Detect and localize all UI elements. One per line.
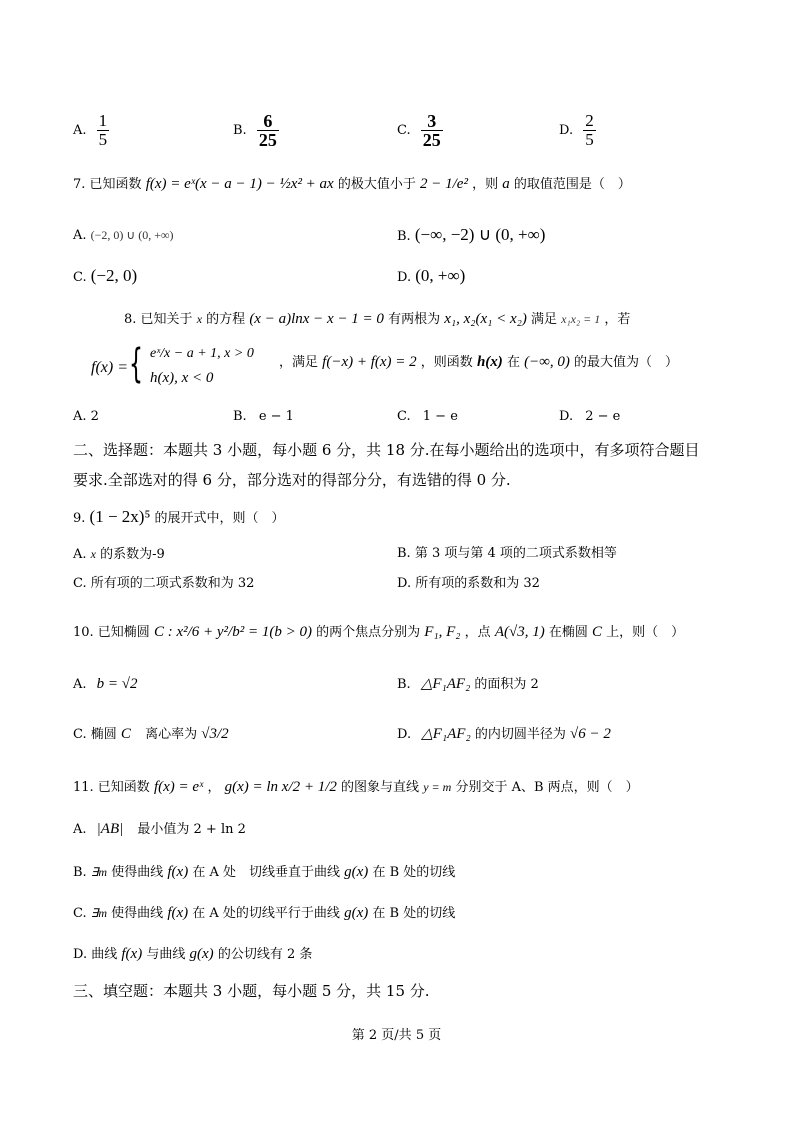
text: 7. 已知函数: [73, 177, 142, 192]
exists-m: ∃m: [90, 906, 108, 920]
option-text: 在 A 处的切线平行于曲线: [192, 906, 340, 921]
text: 的方程: [206, 312, 246, 327]
option-text: 所有项的二项式系数和为 32: [90, 576, 255, 591]
option-label: C.: [73, 906, 87, 921]
option-label: A.: [73, 228, 87, 243]
denominator: 5: [585, 130, 594, 149]
q6-option-b: [233, 112, 279, 149]
variable: C: [592, 624, 603, 640]
text: 11. 已知函数: [73, 780, 150, 795]
q11-stem-text: [73, 777, 639, 798]
option-label: D.: [559, 123, 574, 138]
section-3-heading: 三、填空题：本题共 3 小题，每小题 5 分，共 15 分.: [73, 982, 430, 1000]
fraction: [421, 112, 443, 149]
triangle: △F₁AF₂: [421, 726, 471, 742]
option-value: 2 − e: [585, 409, 621, 424]
exists-m: ∃m: [90, 865, 108, 879]
text: ，则函数: [420, 355, 473, 370]
option-label: D.: [397, 576, 412, 591]
function-f: f(x): [167, 864, 189, 880]
q8-option-a: [73, 407, 99, 427]
q11-option-b-content: [73, 862, 455, 883]
text: 上，则（ ）: [606, 625, 685, 640]
q7-stem-text: [73, 174, 631, 195]
q6-option-d: [559, 112, 596, 149]
roots: x₁, x₂(x₁ < x₂): [444, 311, 527, 327]
option-text: 曲线: [91, 947, 118, 962]
q9-stem-text: [73, 507, 285, 529]
option-label: D.: [397, 727, 412, 742]
option-text: 的公切线有 2 条: [217, 947, 313, 962]
q7-option-b: [397, 225, 545, 247]
option-label: A.: [73, 123, 87, 138]
option-value: 2: [90, 409, 99, 424]
piecewise-label: f(x) =: [91, 359, 128, 376]
q9-option-a: [73, 544, 165, 565]
function-g: g(x): [344, 905, 369, 921]
option-text: 使得曲线: [111, 865, 164, 880]
expression: (1 − 2x)⁵: [89, 507, 151, 526]
numerator: 2: [585, 111, 594, 130]
option-text: 的面积为 2: [474, 677, 539, 692]
q9-option-c: [73, 574, 254, 594]
option-text: 与曲线: [146, 947, 186, 962]
option-text: 的内切圆半径为: [474, 727, 566, 742]
option-label: D.: [397, 270, 412, 285]
option-label: D.: [73, 947, 88, 962]
q11-option-a-content: [73, 819, 246, 840]
option-label: B.: [397, 677, 411, 692]
interval: (−∞, 0): [524, 354, 570, 370]
function-expression: f(x) = eˣ(x − a − 1) − ½x² + ax: [145, 176, 334, 192]
option-value: √3/2: [201, 726, 229, 742]
q10-option-c: [73, 724, 229, 745]
option-value: (−2, 0): [90, 266, 138, 285]
condition: x₁x₂ = 1: [561, 312, 601, 326]
option-label: B.: [233, 123, 247, 138]
variable: x: [196, 312, 203, 326]
option-label: C.: [73, 576, 87, 591]
text: 的展开式中，则（ ）: [154, 511, 285, 526]
q6-option-a: [73, 112, 109, 149]
segment: |AB|: [96, 821, 124, 837]
text: 的取值范围是（ ）: [513, 177, 631, 192]
option-label: B.: [397, 229, 411, 244]
text: 满足: [530, 312, 557, 327]
q10-option-d: [397, 724, 611, 745]
q7-option-a: [73, 225, 174, 246]
section-2-heading-line2: 要求.全部选对的得 6 分，部分选对的得部分分，有选错的得 0 分.: [73, 471, 511, 489]
condition: f(−x) + f(x) = 2: [322, 354, 417, 370]
q6-options: [0, 102, 793, 150]
option-label: D.: [559, 409, 574, 424]
fraction: [97, 112, 110, 149]
text: 的图象与直线: [341, 780, 420, 795]
denominator: 25: [422, 130, 441, 150]
option-value: 1 − e: [422, 409, 458, 424]
numerator: 3: [427, 111, 437, 131]
fraction: [583, 112, 596, 149]
q8-stem-text: [124, 309, 630, 330]
q7-option-d: [397, 266, 465, 288]
option-value: (0, +∞): [415, 266, 466, 285]
option-label: A.: [73, 547, 87, 562]
option-label: A.: [73, 677, 87, 692]
function-g: g(x) = ln x/2 + 1/2: [224, 779, 337, 795]
equation: (x − a)lnx − x − 1 = 0: [249, 311, 384, 327]
option-text: 所有项的系数和为 32: [415, 576, 540, 591]
q10-stem-text: [73, 622, 684, 643]
q10-option-b: [397, 674, 539, 695]
option-label: B.: [233, 409, 247, 424]
option-label: C.: [73, 270, 87, 285]
option-text: 在 B 处的切线: [372, 906, 456, 921]
option-text: 最小值为 2 + ln 2: [137, 822, 246, 837]
numerator: 1: [98, 111, 108, 130]
ellipse-equation: C : x²/6 + y²/b² = 1(b > 0): [153, 624, 312, 640]
option-value: e − 1: [258, 409, 294, 424]
text: 9.: [73, 511, 86, 526]
option-label: A.: [73, 409, 87, 424]
text: 的两个焦点分别为: [316, 625, 421, 640]
option-text: 在 A 处 切线垂直于曲线: [192, 865, 340, 880]
option-label: B.: [397, 546, 411, 561]
fraction: [257, 112, 279, 149]
function-f: f(x): [121, 946, 143, 962]
option-text: 在 B 处的切线: [372, 865, 456, 880]
option-value: (−2, 0) ∪ (0, +∞): [90, 228, 174, 242]
function: h(x): [476, 354, 503, 370]
option-label: C.: [397, 123, 411, 138]
text: 分别交于 A、B 两点，则（ ）: [455, 780, 639, 795]
text: ，若: [604, 312, 631, 327]
q8-option-d: [559, 407, 620, 427]
option-value: (−∞, −2) ∪ (0, +∞): [414, 225, 546, 244]
text: 在椭圆: [548, 625, 588, 640]
option-label: C.: [73, 727, 87, 742]
text: 的最大值为（ ）: [574, 355, 679, 370]
section-2-heading-line1: 二、选择题：本题共 3 小题，每小题 6 分，共 18 分.在每小题给出的选项中，有多项符合题目: [73, 441, 700, 459]
option-text: 使得曲线: [111, 906, 164, 921]
denominator: 5: [98, 130, 108, 149]
option-text: 第 3 项与第 4 项的二项式系数相等: [414, 546, 617, 561]
text: ，点: [464, 625, 491, 640]
piecewise-case-1: eˣ/x − a + 1, x > 0: [150, 346, 254, 361]
line-equation: y = m: [423, 780, 452, 794]
q11-option-c-content: [73, 903, 455, 924]
function-g: g(x): [189, 946, 214, 962]
q11-option-d-content: [73, 944, 312, 965]
q8-option-b: [233, 407, 294, 427]
text: ，满足: [279, 355, 319, 370]
option-value: b = √2: [96, 676, 138, 692]
function-f: f(x) = eˣ: [153, 779, 204, 795]
numerator: 6: [263, 111, 273, 131]
function-f: f(x): [167, 905, 189, 921]
text: ，: [207, 780, 221, 795]
q9-option-b: [397, 544, 617, 564]
text: ，则: [472, 177, 499, 192]
option-label: B.: [73, 865, 87, 880]
text: 有两根为: [388, 312, 441, 327]
q8-stem-line2: [0, 340, 793, 396]
function-g: g(x): [344, 864, 369, 880]
variable: x: [90, 547, 96, 561]
option-value: √6 − 2: [569, 726, 611, 742]
q8-stem-text-2: [279, 352, 678, 373]
text: 的极大值小于: [337, 177, 416, 192]
page-footer: 第 2 页/共 5 页: [351, 1028, 442, 1043]
option-label: C.: [397, 409, 411, 424]
option-text: 的系数为-9: [100, 547, 165, 562]
variable: a: [502, 176, 510, 192]
q10-option-a: [73, 674, 138, 695]
bound-expression: 2 − 1/e²: [420, 176, 468, 192]
left-brace: {: [129, 341, 143, 387]
point: A(√3, 1): [494, 624, 545, 640]
foci: F₁, F₂: [424, 624, 461, 640]
piecewise-case-2: h(x), x < 0: [150, 370, 214, 386]
option-label: A.: [73, 822, 87, 837]
q8-option-c: [397, 407, 458, 427]
q6-option-c: [397, 112, 443, 149]
text: 10. 已知椭圆: [73, 625, 150, 640]
triangle: △F₁AF₂: [420, 676, 471, 692]
q7-option-c: [73, 266, 137, 288]
denominator: 25: [258, 130, 277, 150]
q9-option-d: [397, 574, 540, 594]
text: 在: [506, 355, 520, 370]
variable: C: [120, 726, 131, 742]
option-text: 离心率为: [145, 727, 198, 742]
option-text: 椭圆: [90, 727, 117, 742]
text: 8. 已知关于: [124, 312, 193, 327]
